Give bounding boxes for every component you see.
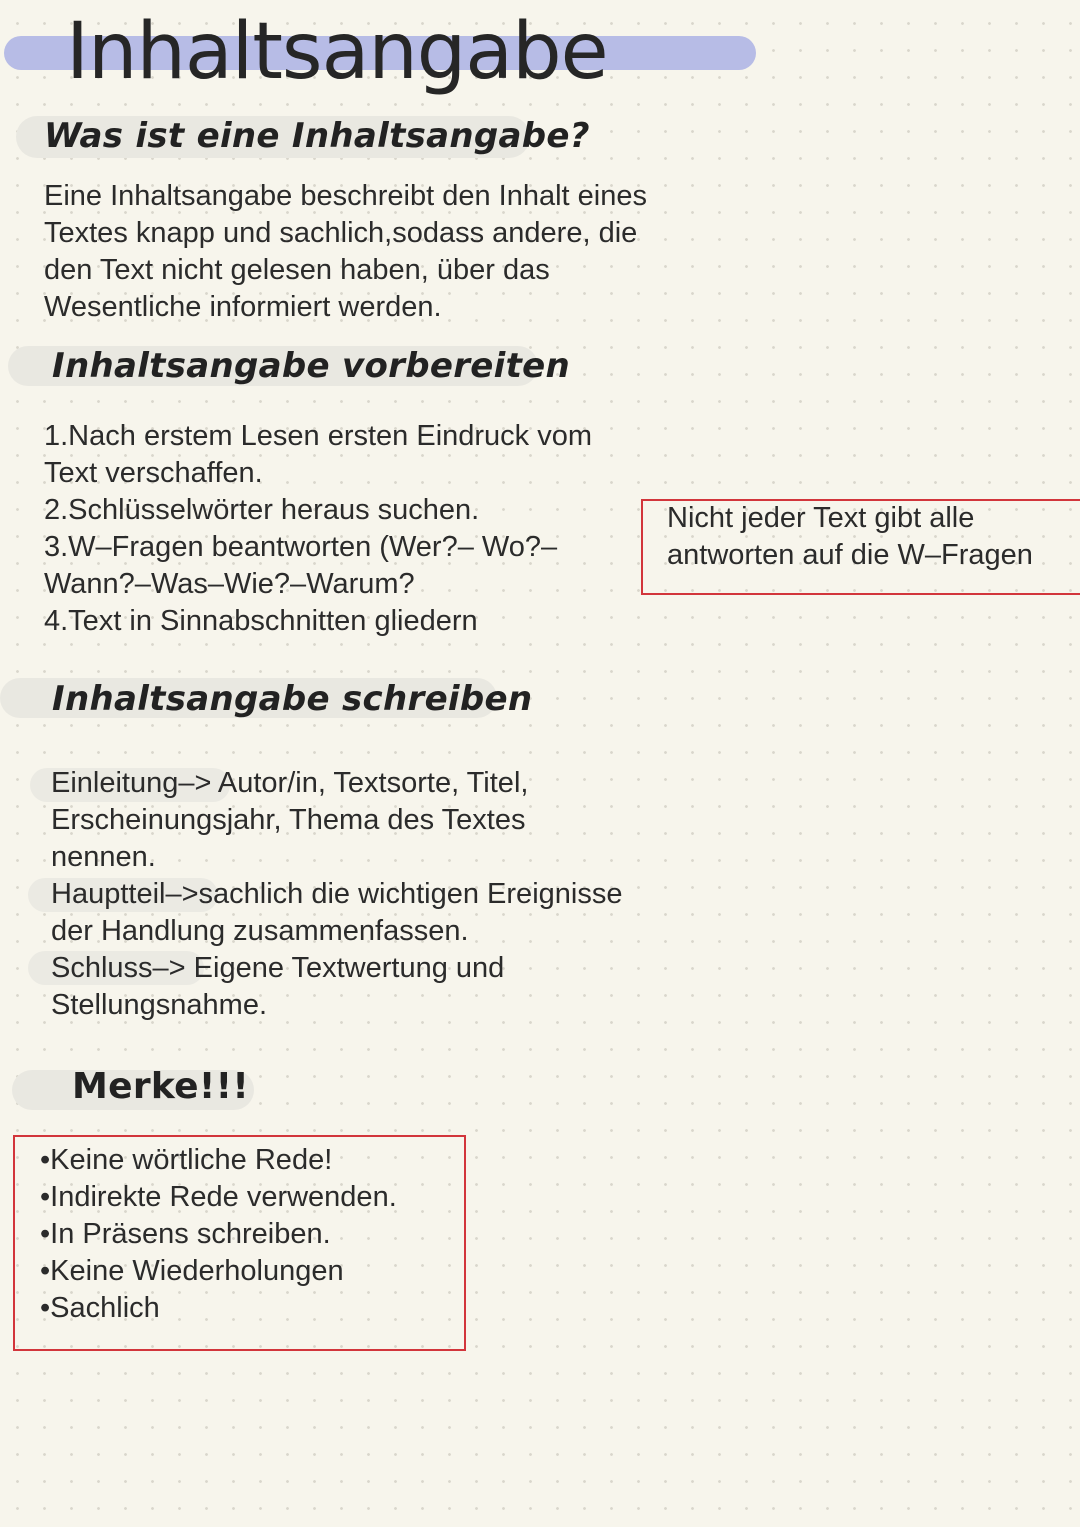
page-title: Inhaltsangabe [66, 7, 608, 97]
write-line: Schluss–> Eigene Textwertung und [51, 952, 505, 984]
write-line: Einleitung–> Autor/in, Textsorte, Titel, [51, 767, 529, 799]
prepare-note-line: antworten auf die W–Fragen [667, 539, 1033, 571]
remember-heading: Merke!!! [72, 1066, 250, 1107]
definition-line: Eine Inhaltsangabe beschreibt den Inhalt eines [44, 180, 647, 212]
write-line: Hauptteil–>sachlich die wichtigen Ereignisse [51, 878, 623, 910]
prepare-steps [44, 418, 592, 640]
prepare-step-line: 3.W–Fragen beantworten (Wer?– Wo?– [44, 531, 558, 563]
prepare-note-line: Nicht jeder Text gibt alle [667, 502, 975, 534]
remember-item: •Keine wörtliche Rede! [40, 1144, 333, 1176]
write-heading: Inhaltsangabe schreiben [52, 679, 533, 719]
remember-item: •In Präsens schreiben. [40, 1218, 331, 1250]
remember-list [40, 1142, 397, 1327]
definition-heading: Was ist eine Inhaltsangabe? [44, 116, 590, 156]
remember-item: •Indirekte Rede verwenden. [40, 1181, 397, 1213]
prepare-step-line: 4.Text in Sinnabschnitten gliedern [44, 605, 478, 637]
definition-line: Textes knapp und sachlich,sodass andere, die [44, 217, 638, 249]
prepare-note-text [667, 500, 1033, 574]
prepare-step-line: 1.Nach erstem Lesen ersten Eindruck vom [44, 420, 593, 452]
write-line: Erscheinungsjahr, Thema des Textes [51, 804, 526, 836]
write-line: Stellungsnahme. [51, 989, 268, 1021]
definition-line: Wesentliche informiert werden. [44, 291, 442, 323]
prepare-step-line: Text verschaffen. [44, 457, 263, 489]
prepare-step-line: 2.Schlüsselwörter heraus suchen. [44, 494, 480, 526]
remember-item: •Sachlich [40, 1292, 160, 1324]
remember-item: •Keine Wiederholungen [40, 1255, 344, 1287]
prepare-step-line: Wann?–Was–Wie?–Warum? [44, 568, 415, 600]
write-line: nennen. [51, 841, 156, 873]
write-line: der Handlung zusammenfassen. [51, 915, 469, 947]
definition-line: den Text nicht gelesen haben, über das [44, 254, 550, 286]
write-text [51, 765, 622, 1024]
prepare-heading: Inhaltsangabe vorbereiten [52, 346, 570, 386]
definition-text [44, 178, 647, 326]
